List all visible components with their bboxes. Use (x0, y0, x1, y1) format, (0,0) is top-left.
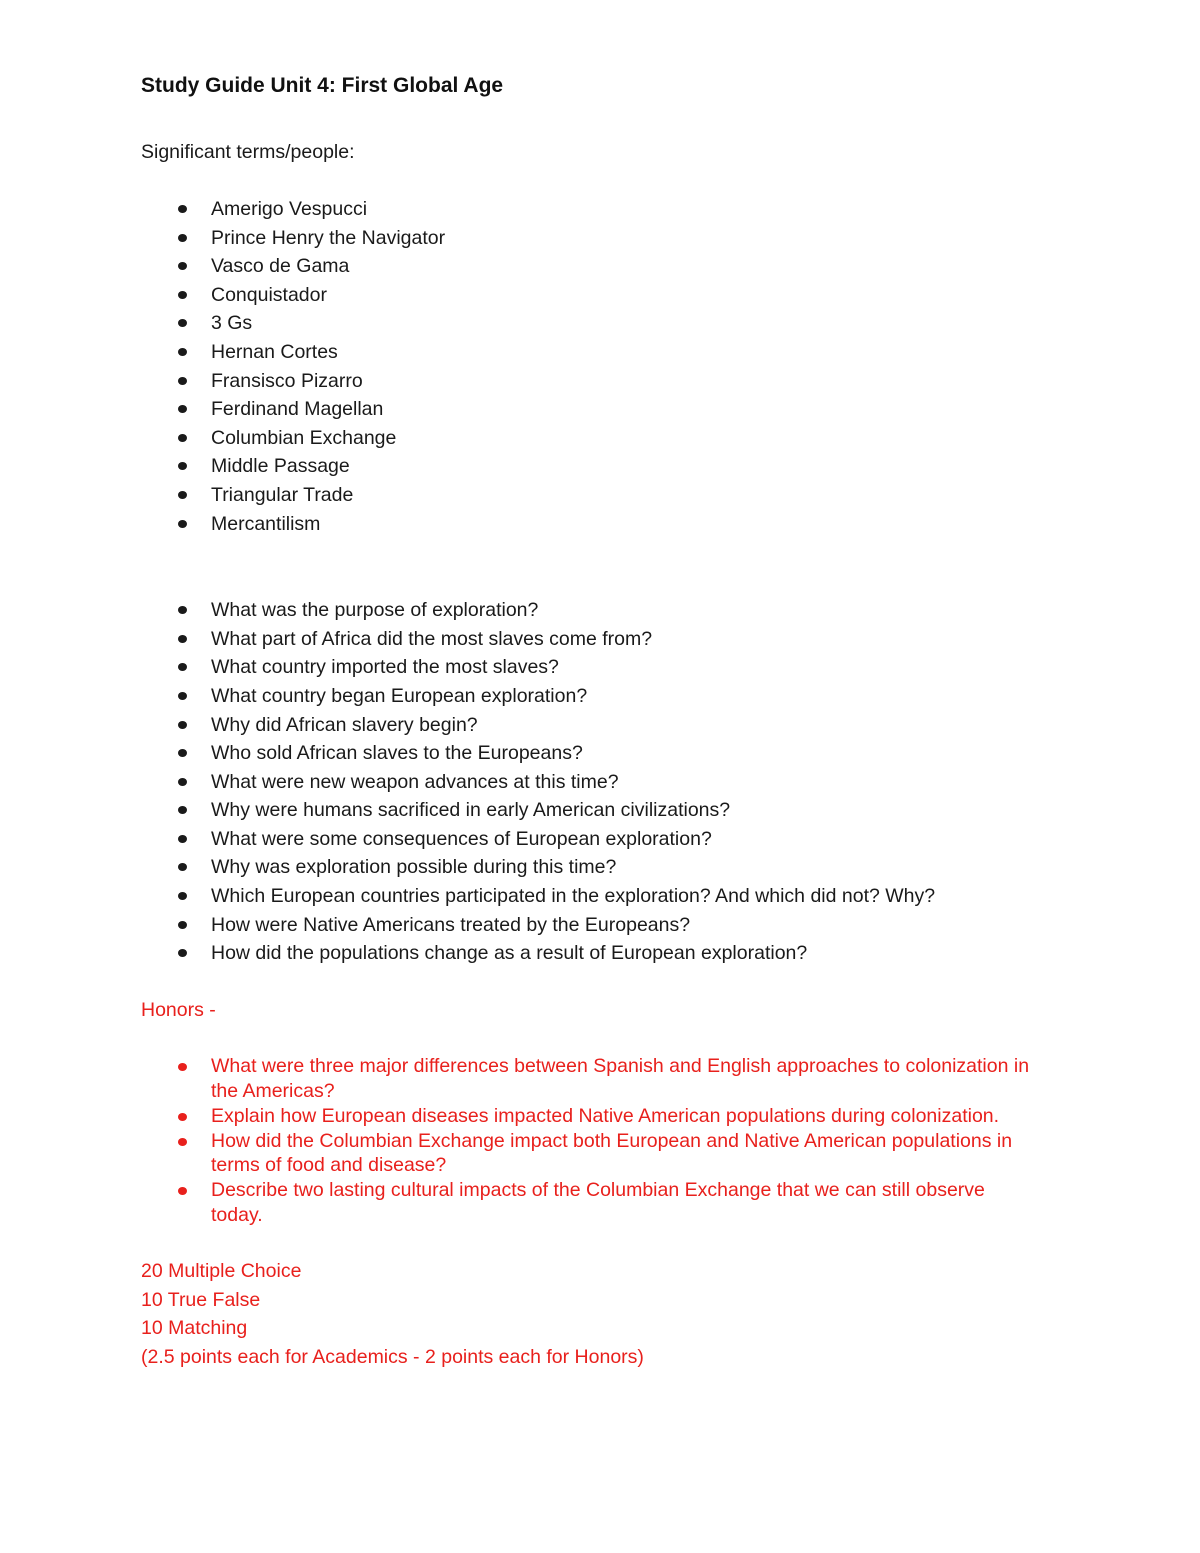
bullet-icon (178, 835, 187, 843)
bullet-icon (178, 721, 187, 729)
test-format-line: 10 True False (141, 1288, 261, 1311)
list-item (141, 252, 1041, 281)
terms-heading: Significant terms/people: (141, 141, 355, 163)
test-format (141, 1257, 1041, 1371)
bullet-icon (178, 1138, 187, 1146)
list-item (141, 1104, 1041, 1129)
bullet-icon (178, 749, 187, 757)
list-item (141, 281, 1041, 310)
question-text: Why was exploration possible during this time? (211, 856, 617, 879)
question-text: What were new weapon advances at this time? (211, 770, 619, 793)
bullet-icon (178, 863, 187, 871)
bullet-icon (178, 1113, 187, 1121)
term-text: Triangular Trade (211, 483, 354, 506)
test-format-line: 20 Multiple Choice (141, 1259, 302, 1282)
term-text: Columbian Exchange (211, 426, 397, 449)
question-text: What was the purpose of exploration? (211, 599, 539, 622)
honors-question-text: Describe two lasting cultural impacts of the Columbian Exchange that we can still observe today. (211, 1179, 985, 1227)
term-text: Fransisco Pizarro (211, 369, 363, 392)
list-item (141, 882, 1041, 911)
bullet-icon (178, 520, 187, 528)
list-item (141, 853, 1041, 882)
term-text: 3 Gs (211, 312, 253, 335)
question-text: What part of Africa did the most slaves come from? (211, 627, 653, 650)
bullet-icon (178, 778, 187, 786)
bullet-icon (178, 921, 187, 929)
question-text: Which European countries participated in the exploration? And which did not? Why? (211, 885, 936, 908)
list-item (141, 1178, 1041, 1228)
question-text: How did the populations change as a result of European exploration? (211, 942, 808, 965)
bullet-icon (178, 348, 187, 356)
question-text: What country imported the most slaves? (211, 656, 559, 679)
term-text: Mercantilism (211, 512, 321, 535)
list-item (141, 911, 1041, 940)
bullet-icon (178, 491, 187, 499)
list-item (141, 309, 1041, 338)
term-text: Hernan Cortes (211, 340, 338, 363)
list-item (141, 625, 1041, 654)
honors-questions-list (141, 1054, 1041, 1228)
question-text: How were Native Americans treated by the Europeans? (211, 913, 691, 936)
term-text: Conquistador (211, 283, 327, 306)
question-text: What country began European exploration? (211, 684, 588, 707)
bullet-icon (178, 405, 187, 413)
term-text: Amerigo Vespucci (211, 198, 368, 220)
bullet-icon (178, 291, 187, 299)
bullet-icon (178, 377, 187, 385)
honors-question-text: How did the Columbian Exchange impact both European and Native American populations in terms of food and disease? (211, 1129, 1013, 1177)
list-item (141, 367, 1041, 396)
term-text: Ferdinand Magellan (211, 398, 384, 421)
bullet-icon (178, 234, 187, 242)
test-format-line: (2.5 points each for Academics - 2 points each for Honors) (141, 1345, 644, 1368)
bullet-icon (178, 462, 187, 470)
question-text: Why did African slavery begin? (211, 713, 478, 736)
list-item (141, 711, 1041, 740)
list-item (141, 338, 1041, 367)
bullet-icon (178, 635, 187, 643)
list-item (141, 395, 1041, 424)
bullet-icon (178, 262, 187, 270)
list-item (141, 653, 1041, 682)
list-item (141, 825, 1041, 854)
list-item (141, 1054, 1041, 1104)
list-item (141, 682, 1041, 711)
list-item (141, 596, 1041, 625)
list-item (141, 195, 1041, 224)
test-format-line: 10 Matching (141, 1317, 248, 1340)
bullet-icon (178, 663, 187, 671)
list-item (141, 452, 1041, 481)
bullet-icon (178, 892, 187, 900)
page-title: Study Guide Unit 4: First Global Age (141, 74, 504, 97)
bullet-icon (178, 692, 187, 700)
question-text: Who sold African slaves to the Europeans? (211, 742, 583, 765)
list-item (141, 939, 1041, 968)
bullet-icon (178, 205, 187, 213)
list-item (141, 796, 1041, 825)
term-text: Vasco de Gama (211, 255, 350, 278)
list-item (141, 739, 1041, 768)
bullet-icon (178, 1063, 187, 1071)
bullet-icon (178, 1187, 187, 1195)
list-item (141, 1129, 1041, 1179)
bullet-icon (178, 319, 187, 327)
list-item (141, 481, 1041, 510)
term-text: Middle Passage (211, 455, 350, 478)
bullet-icon (178, 949, 187, 957)
term-text: Prince Henry the Navigator (211, 226, 446, 249)
list-item (141, 224, 1041, 253)
bullet-icon (178, 806, 187, 814)
question-text: What were some consequences of European exploration? (211, 827, 712, 850)
questions-list (141, 596, 1041, 968)
bullet-icon (178, 606, 187, 614)
list-item (141, 768, 1041, 797)
list-item (141, 424, 1041, 453)
honors-question-text: Explain how European diseases impacted Native American populations during colonization. (211, 1104, 1000, 1127)
list-item (141, 510, 1041, 539)
bullet-icon (178, 434, 187, 442)
honors-question-text: What were three major differences between Spanish and English approaches to colonization in the Americas? (211, 1054, 1030, 1102)
honors-heading: Honors - (141, 998, 216, 1021)
document-page (141, 70, 1041, 1371)
question-text: Why were humans sacrificed in early American civilizations? (211, 799, 731, 822)
terms-list (141, 195, 1041, 538)
